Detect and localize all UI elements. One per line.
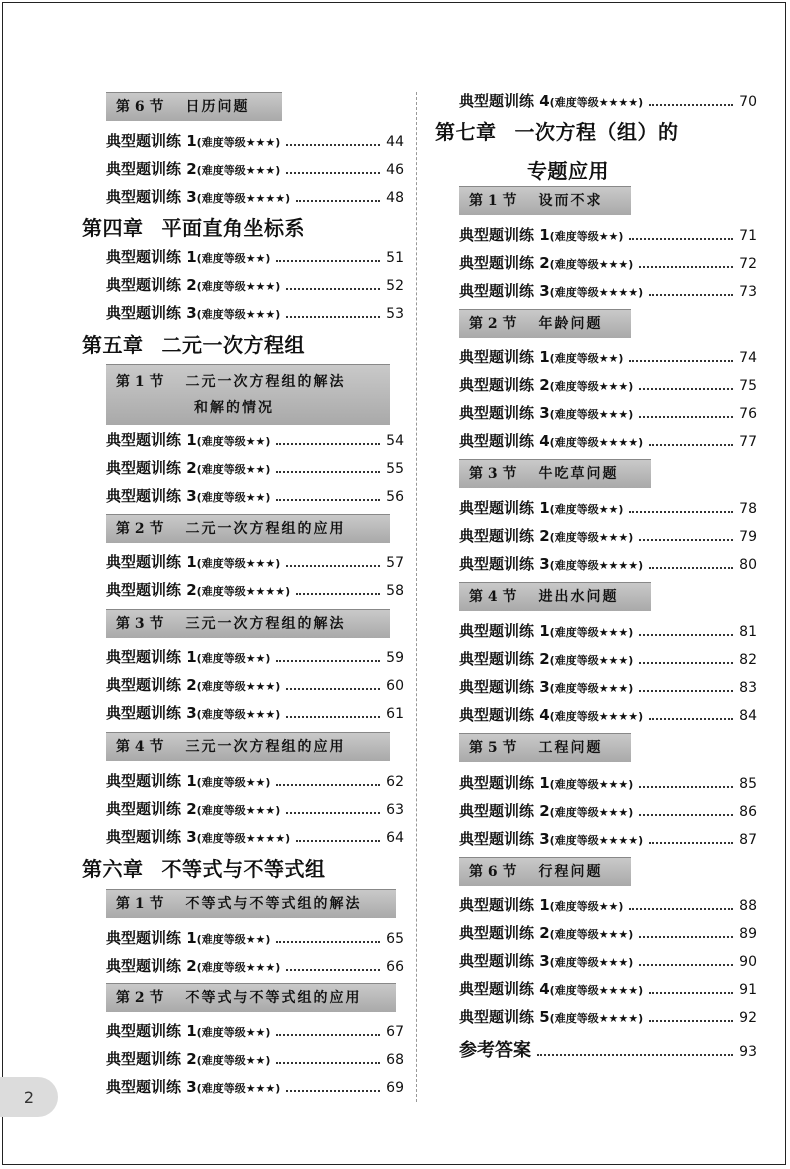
page-ref: 60 [386,678,404,694]
page-ref: 84 [739,708,757,724]
entry-label: 典型题训练 2 [106,800,197,818]
dot-leader [276,433,380,445]
difficulty-rating: (难度等级★★★) [196,804,281,817]
dot-leader [629,350,733,362]
entry-label: 典型题训练 4 [459,92,550,110]
toc-entry[interactable] [106,927,404,949]
dot-leader [286,162,380,174]
toc-entry[interactable] [106,429,404,451]
entry-label: 典型题训练 2 [459,254,550,272]
dot-leader [649,434,733,446]
page-ref: 83 [739,680,757,696]
difficulty-rating: (难度等级★★★★) [549,436,644,449]
difficulty-rating: (难度等级★★★) [549,408,634,421]
entry-label: 典型题训练 1 [106,648,197,666]
toc-entry[interactable] [459,90,757,112]
section-title: 行程问题 [538,864,603,880]
difficulty-rating: (难度等级★★★★) [196,585,291,598]
entry-label: 典型题训练 1 [459,896,550,914]
dot-leader [649,708,733,720]
toc-entry[interactable] [106,646,404,668]
page-ref: 85 [739,776,757,792]
page-ref: 77 [739,434,757,450]
chapter-heading [435,116,679,184]
page-ref: 46 [386,162,404,178]
toc-entry[interactable] [106,158,404,180]
difficulty-rating: (难度等级★★★) [549,956,634,969]
toc-entry[interactable] [459,676,757,698]
page-ref: 88 [739,898,757,914]
page-ref: 62 [386,774,404,790]
page-ref: 48 [386,190,404,206]
dot-leader [639,926,733,938]
section-label: 第 6 节 [469,864,517,880]
entry-label: 典型题训练 1 [106,772,197,790]
page-ref: 65 [386,931,404,947]
difficulty-rating: (难度等级★★) [196,463,271,476]
difficulty-rating: (难度等级★★★★) [549,710,644,723]
dot-leader [649,1010,733,1022]
section-title-line2: 和解的情况 [194,400,274,416]
entry-label: 典型题训练 3 [106,188,197,206]
chapter-label: 第六章 [82,857,144,881]
toc-entry[interactable] [106,798,404,820]
section-heading[interactable] [106,364,390,425]
difficulty-rating: (难度等级★★★★) [549,1012,644,1025]
difficulty-rating: (难度等级★★★) [196,280,281,293]
toc-entry[interactable] [459,648,757,670]
page-ref: 76 [739,406,757,422]
dot-leader [286,555,380,567]
dot-leader [639,652,733,664]
toc-entry[interactable] [106,955,404,977]
page-ref: 69 [386,1080,404,1096]
toc-entry[interactable] [459,553,757,575]
difficulty-rating: (难度等级★★) [549,230,624,243]
page-ref: 55 [386,461,404,477]
chapter-title: 二元一次方程组 [161,333,305,357]
toc-entry-answers[interactable] [459,1036,757,1060]
difficulty-rating: (难度等级★★★) [196,308,281,321]
toc-entry[interactable] [106,579,404,601]
toc-entry[interactable] [459,828,757,850]
dot-leader [649,284,733,296]
dot-leader [649,982,733,994]
section-label: 第 2 节 [469,316,517,332]
difficulty-rating: (难度等级★★★) [549,626,634,639]
page-ref: 70 [739,94,757,110]
toc-entry[interactable] [459,252,757,274]
toc-entry[interactable] [459,800,757,822]
toc-entry[interactable] [459,430,757,452]
section-label: 第 3 节 [469,466,517,482]
page-ref: 82 [739,652,757,668]
difficulty-rating: (难度等级★★★★) [549,96,644,109]
difficulty-rating: (难度等级★★★★) [549,834,644,847]
page-ref: 52 [386,278,404,294]
entry-label: 典型题训练 3 [106,304,197,322]
difficulty-rating: (难度等级★★★★) [549,984,644,997]
difficulty-rating: (难度等级★★★) [549,682,634,695]
page-ref: 68 [386,1052,404,1068]
entry-label: 典型题训练 2 [106,676,197,694]
page-ref: 72 [739,256,757,272]
page-ref: 51 [386,250,404,266]
section-title: 日历问题 [185,99,250,115]
entry-label: 典型题训练 2 [106,276,197,294]
page-ref: 91 [739,982,757,998]
difficulty-rating: (难度等级★★★) [549,806,634,819]
section-label: 第 2 节 [116,521,164,537]
chapter-heading [82,212,305,241]
difficulty-rating: (难度等级★★) [549,503,624,516]
toc-entry[interactable] [106,274,404,296]
page-ref: 61 [386,706,404,722]
toc-entry[interactable] [106,551,404,573]
toc-entry[interactable] [459,402,757,424]
section-title: 牛吃草问题 [538,466,619,482]
entry-label: 典型题训练 2 [459,376,550,394]
dot-leader [276,1024,380,1036]
toc-entry[interactable] [459,978,757,1000]
page-ref: 59 [386,650,404,666]
entry-label: 典型题训练 1 [106,1022,197,1040]
difficulty-rating: (难度等级★★★) [549,258,634,271]
page-ref: 87 [739,832,757,848]
dot-leader [286,802,380,814]
toc-entry[interactable] [106,246,404,268]
toc-entry[interactable] [459,525,757,547]
section-heading[interactable] [459,186,631,215]
section-label: 第 1 节 [469,193,517,209]
difficulty-rating: (难度等级★★) [196,933,271,946]
dot-leader [639,804,733,816]
section-label: 第 2 节 [116,990,164,1006]
entry-label: 参考答案 [459,1040,531,1061]
entry-label: 典型题训练 3 [106,828,197,846]
dot-leader [296,190,380,202]
dot-leader [286,1080,380,1092]
toc-entry[interactable] [106,826,404,848]
section-heading[interactable] [459,733,631,762]
entry-label: 典型题训练 5 [459,1008,550,1026]
section-title: 进出水问题 [538,589,619,605]
page-ref: 54 [386,433,404,449]
difficulty-rating: (难度等级★★★★) [196,832,291,845]
difficulty-rating: (难度等级★★★) [549,654,634,667]
toc-entry[interactable] [459,346,757,368]
difficulty-rating: (难度等级★★★) [549,778,634,791]
page-ref: 74 [739,350,757,366]
dot-leader [286,278,380,290]
section-title: 设而不求 [538,193,603,209]
entry-label: 典型题训练 2 [106,581,197,599]
entry-label: 典型题训练 1 [459,226,550,244]
entry-label: 典型题训练 3 [459,555,550,573]
difficulty-rating: (难度等级★★) [196,776,271,789]
page-ref: 86 [739,804,757,820]
dot-leader [649,94,733,106]
toc-entry[interactable] [106,1020,404,1042]
dot-leader [276,461,380,473]
dot-leader [286,678,380,690]
difficulty-rating: (难度等级★★★) [196,680,281,693]
toc-entry[interactable] [459,950,757,972]
page-ref: 53 [386,306,404,322]
chapter-label: 第四章 [82,216,144,240]
page-ref: 57 [386,555,404,571]
chapter-title: 一次方程（组）的 [514,120,679,144]
dot-leader [296,830,380,842]
toc-entry[interactable] [459,894,757,916]
entry-label: 典型题训练 3 [459,952,550,970]
toc-entry[interactable] [106,770,404,792]
dot-leader [639,680,733,692]
page-number: 2 [0,1077,58,1117]
section-heading[interactable] [459,309,631,338]
section-title: 年龄问题 [538,316,603,332]
section-title: 三元一次方程组的解法 [185,616,346,632]
page-ref: 81 [739,624,757,640]
toc-entry[interactable] [459,1006,757,1028]
dot-leader [639,378,733,390]
page-ref: 67 [386,1024,404,1040]
toc-entry[interactable] [459,224,757,246]
entry-label: 典型题训练 3 [106,704,197,722]
section-title: 不等式与不等式组的解法 [185,896,362,912]
chapter-title: 不等式与不等式组 [161,857,326,881]
chapter-label: 第五章 [82,333,144,357]
difficulty-rating: (难度等级★★) [196,652,271,665]
section-label: 第 1 节 [116,374,164,390]
entry-label: 典型题训练 2 [459,527,550,545]
difficulty-rating: (难度等级★★★★) [549,559,644,572]
section-heading[interactable] [106,732,390,761]
section-label: 第 4 节 [116,739,164,755]
column-divider [416,92,417,1102]
page-ref: 75 [739,378,757,394]
section-heading[interactable] [106,889,396,918]
difficulty-rating: (难度等级★★★) [196,1082,281,1095]
difficulty-rating: (难度等级★★) [549,900,624,913]
entry-label: 典型题训练 1 [459,499,550,517]
page-ref: 66 [386,959,404,975]
dot-leader [629,898,733,910]
toc-entry[interactable] [459,620,757,642]
difficulty-rating: (难度等级★★★★) [196,192,291,205]
chapter-title: 平面直角坐标系 [161,216,305,240]
entry-label: 典型题训练 3 [459,282,550,300]
dot-leader [649,832,733,844]
chapter-label: 第七章 [435,120,497,144]
toc-entry[interactable] [459,497,757,519]
section-title: 二元一次方程组的应用 [185,521,346,537]
section-label: 第 1 节 [116,896,164,912]
entry-label: 典型题训练 4 [459,980,550,998]
toc-entry[interactable] [459,374,757,396]
section-title: 二元一次方程组的解法 [185,374,346,390]
chapter-heading [82,853,326,882]
dot-leader [639,256,733,268]
entry-label: 典型题训练 4 [459,432,550,450]
difficulty-rating: (难度等级★★) [196,491,271,504]
difficulty-rating: (难度等级★★) [196,1054,271,1067]
page-ref: 63 [386,802,404,818]
page-ref: 56 [386,489,404,505]
entry-label: 典型题训练 1 [459,348,550,366]
difficulty-rating: (难度等级★★) [549,352,624,365]
entry-label: 典型题训练 1 [459,622,550,640]
entry-label: 典型题训练 2 [106,957,197,975]
difficulty-rating: (难度等级★★★★) [549,286,644,299]
page-ref: 80 [739,557,757,573]
chapter-title-line2: 专题应用 [527,159,609,183]
dot-leader [629,501,733,513]
entry-label: 典型题训练 2 [459,802,550,820]
section-label: 第 5 节 [469,740,517,756]
difficulty-rating: (难度等级★★★) [196,961,281,974]
section-heading[interactable] [106,609,390,638]
page-ref: 58 [386,583,404,599]
section-title: 工程问题 [538,740,603,756]
dot-leader [276,931,380,943]
dot-leader [296,583,380,595]
entry-label: 典型题训练 3 [106,487,197,505]
difficulty-rating: (难度等级★★★) [196,557,281,570]
dot-leader [276,774,380,786]
difficulty-rating: (难度等级★★★) [196,164,281,177]
entry-label: 典型题训练 2 [106,1050,197,1068]
page-ref: 93 [739,1044,757,1060]
dot-leader [276,250,380,262]
toc-entry[interactable] [106,674,404,696]
toc-entry[interactable] [459,772,757,794]
section-heading[interactable] [459,459,651,488]
page-ref: 78 [739,501,757,517]
page-ref: 92 [739,1010,757,1026]
dot-leader [639,954,733,966]
entry-label: 典型题训练 2 [106,459,197,477]
toc-entry[interactable] [106,130,404,152]
entry-label: 典型题训练 1 [106,431,197,449]
entry-label: 典型题训练 1 [106,929,197,947]
dot-leader [639,776,733,788]
toc-entry[interactable] [106,1048,404,1070]
section-title: 三元一次方程组的应用 [185,739,346,755]
dot-leader [639,624,733,636]
toc-entry[interactable] [106,702,404,724]
toc-entry[interactable] [459,922,757,944]
dot-leader [286,134,380,146]
toc-entry[interactable] [106,485,404,507]
chapter-heading [82,329,305,358]
entry-label: 典型题训练 2 [459,650,550,668]
entry-label: 典型题训练 2 [106,160,197,178]
page-ref: 89 [739,926,757,942]
page-ref: 64 [386,830,404,846]
page-ref: 73 [739,284,757,300]
page-ref: 71 [739,228,757,244]
difficulty-rating: (难度等级★★) [196,1026,271,1039]
toc-entry[interactable] [106,186,404,208]
difficulty-rating: (难度等级★★★) [196,136,281,149]
page-ref: 44 [386,134,404,150]
difficulty-rating: (难度等级★★) [196,435,271,448]
dot-leader [286,706,380,718]
entry-label: 典型题训练 3 [106,1078,197,1096]
section-heading[interactable] [106,514,390,543]
difficulty-rating: (难度等级★★★) [549,531,634,544]
difficulty-rating: (难度等级★★★) [196,708,281,721]
dot-leader [286,306,380,318]
toc-entry[interactable] [106,457,404,479]
toc-entry[interactable] [106,302,404,324]
section-label: 第 4 节 [469,589,517,605]
dot-leader [639,529,733,541]
section-heading[interactable] [459,857,631,886]
difficulty-rating: (难度等级★★) [196,252,271,265]
dot-leader [629,228,733,240]
entry-label: 典型题训练 2 [459,924,550,942]
dot-leader [276,650,380,662]
entry-label: 典型题训练 4 [459,706,550,724]
entry-label: 典型题训练 3 [459,404,550,422]
section-heading[interactable] [106,92,282,121]
section-label: 第 6 节 [116,99,164,115]
section-heading[interactable] [106,983,396,1012]
dot-leader [286,959,380,971]
page-ref: 90 [739,954,757,970]
dot-leader [649,557,733,569]
section-label: 第 3 节 [116,616,164,632]
toc-entry[interactable] [459,280,757,302]
toc-entry[interactable] [106,1076,404,1098]
difficulty-rating: (难度等级★★★) [549,928,634,941]
entry-label: 典型题训练 1 [106,248,197,266]
entry-label: 典型题训练 3 [459,830,550,848]
entry-label: 典型题训练 3 [459,678,550,696]
dot-leader [639,406,733,418]
dot-leader [276,489,380,501]
page-ref: 79 [739,529,757,545]
entry-label: 典型题训练 1 [106,132,197,150]
section-title: 不等式与不等式组的应用 [185,990,362,1006]
difficulty-rating: (难度等级★★★) [549,380,634,393]
dot-leader [276,1052,380,1064]
toc-entry[interactable] [459,704,757,726]
entry-label: 典型题训练 1 [459,774,550,792]
entry-label: 典型题训练 1 [106,553,197,571]
dot-leader [537,1042,733,1056]
section-heading[interactable] [459,582,651,611]
